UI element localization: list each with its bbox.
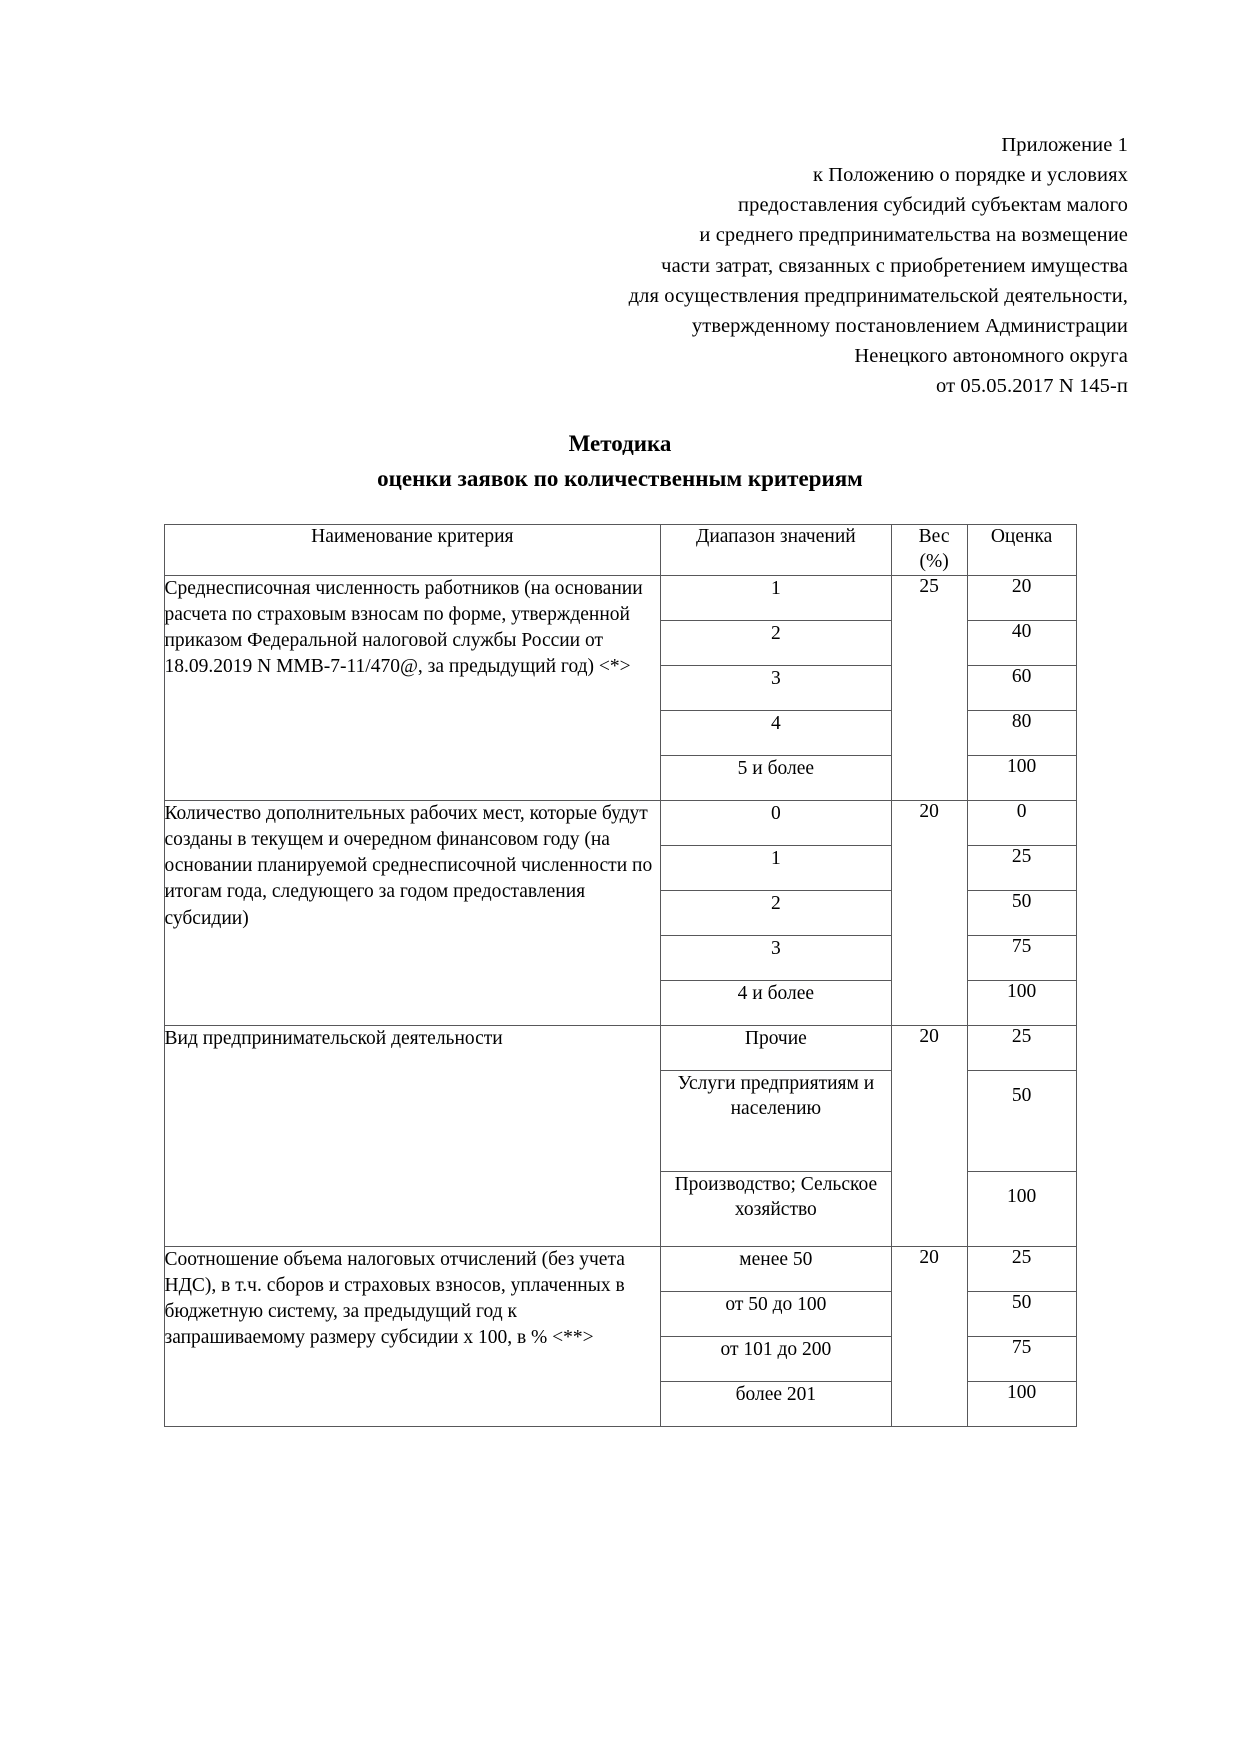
range-cell: Производство; Сельское хозяйство bbox=[661, 1172, 891, 1247]
score-cell: 50 bbox=[967, 1071, 1076, 1172]
criterion-cell: Соотношение объема налоговых отчислений (без учета НДС), в т.ч. сборов и страховых взносов, уплаченных в бюджетную систему, за предыдущий год к запрашиваемому размеру субсидии х 100, в % <**> bbox=[164, 1247, 661, 1427]
score-cell: 75 bbox=[967, 1337, 1076, 1382]
header-line-2: к Положению о порядке и условиях bbox=[812, 164, 1128, 187]
weight-cell: 20 bbox=[891, 1026, 967, 1247]
weight-cell: 25 bbox=[891, 576, 967, 801]
page-title bbox=[112, 427, 1128, 496]
score-cell: 50 bbox=[967, 891, 1076, 936]
range-cell: более 201 bbox=[661, 1382, 891, 1427]
score-cell: 80 bbox=[967, 711, 1076, 756]
range-cell: 3 bbox=[661, 666, 891, 711]
score-cell: 100 bbox=[967, 1172, 1076, 1247]
range-cell: Услуги предприятиям и населению bbox=[661, 1071, 891, 1172]
range-cell: 1 bbox=[661, 576, 891, 621]
header-line-5: части затрат, связанных с приобретением имущества bbox=[661, 254, 1128, 277]
range-cell: 0 bbox=[661, 801, 891, 846]
document-header-block bbox=[112, 130, 1128, 401]
header-line-decree-date: от 05.05.2017 N 145-п bbox=[935, 375, 1128, 397]
weight-cell: 20 bbox=[891, 801, 967, 1026]
criteria-table bbox=[164, 524, 1077, 1427]
column-header-range: Диапазон значений bbox=[661, 525, 891, 576]
score-cell: 25 bbox=[967, 1026, 1076, 1071]
criterion-cell: Вид предпринимательской деятельности bbox=[164, 1026, 661, 1247]
score-cell: 100 bbox=[967, 981, 1076, 1026]
criterion-cell: Количество дополнительных рабочих мест, которые будут созданы в текущем и очередном финансовом году (на основании планируемой среднесписочной численности по итогам года, следующего за годом предоставления субсидии) bbox=[164, 801, 661, 1026]
page-title-line2: оценки заявок по количественным критериям bbox=[377, 465, 863, 491]
range-cell: 3 bbox=[661, 936, 891, 981]
score-cell: 100 bbox=[967, 756, 1076, 801]
range-cell: 1 bbox=[661, 846, 891, 891]
column-header-criterion: Наименование критерия bbox=[164, 525, 661, 576]
header-line-appendix: Приложение 1 bbox=[1001, 134, 1128, 156]
score-cell: 60 bbox=[967, 666, 1076, 711]
score-cell: 40 bbox=[967, 621, 1076, 666]
header-line-7: утвержденному постановлением Администрации bbox=[691, 314, 1128, 337]
table-header-row bbox=[164, 525, 1076, 576]
column-header-weight bbox=[891, 525, 967, 576]
criteria-table-body bbox=[164, 576, 1076, 1427]
header-line-6: для осуществления предпринимательской деятельности, bbox=[628, 284, 1128, 307]
range-cell: 5 и более bbox=[661, 756, 891, 801]
header-line-4: и среднего предпринимательства на возмещение bbox=[699, 224, 1128, 247]
page-title-line1: Методика bbox=[568, 431, 672, 457]
table-row bbox=[164, 1026, 1076, 1071]
score-cell: 75 bbox=[967, 936, 1076, 981]
range-cell: 4 bbox=[661, 711, 891, 756]
score-cell: 20 bbox=[967, 576, 1076, 621]
range-cell: менее 50 bbox=[661, 1247, 891, 1292]
range-cell: Прочие bbox=[661, 1026, 891, 1071]
table-row bbox=[164, 576, 1076, 621]
column-header-weight-line2: (%) bbox=[919, 551, 949, 573]
score-cell: 100 bbox=[967, 1382, 1076, 1427]
table-row bbox=[164, 801, 1076, 846]
range-cell: 2 bbox=[661, 621, 891, 666]
criterion-cell: Среднесписочная численность работников (на основании расчета по страховым взносам по форме, утвержденной приказом Федеральной налоговой службы России от 18.09.2019 N ММВ-7-11/470@, за предыдущий год) <*> bbox=[164, 576, 661, 801]
header-line-8: Ненецкого автономного округа bbox=[854, 344, 1128, 367]
range-cell: 2 bbox=[661, 891, 891, 936]
range-cell: от 50 до 100 bbox=[661, 1292, 891, 1337]
column-header-weight-line1: Вес bbox=[918, 526, 950, 548]
score-cell: 50 bbox=[967, 1292, 1076, 1337]
score-cell: 25 bbox=[967, 1247, 1076, 1292]
header-line-3: предоставления субсидий субъектам малого bbox=[738, 194, 1128, 217]
score-cell: 0 bbox=[967, 801, 1076, 846]
table-row bbox=[164, 1247, 1076, 1292]
score-cell: 25 bbox=[967, 846, 1076, 891]
range-cell: 4 и более bbox=[661, 981, 891, 1026]
column-header-score: Оценка bbox=[967, 525, 1076, 576]
weight-cell: 20 bbox=[891, 1247, 967, 1427]
range-cell: от 101 до 200 bbox=[661, 1337, 891, 1382]
